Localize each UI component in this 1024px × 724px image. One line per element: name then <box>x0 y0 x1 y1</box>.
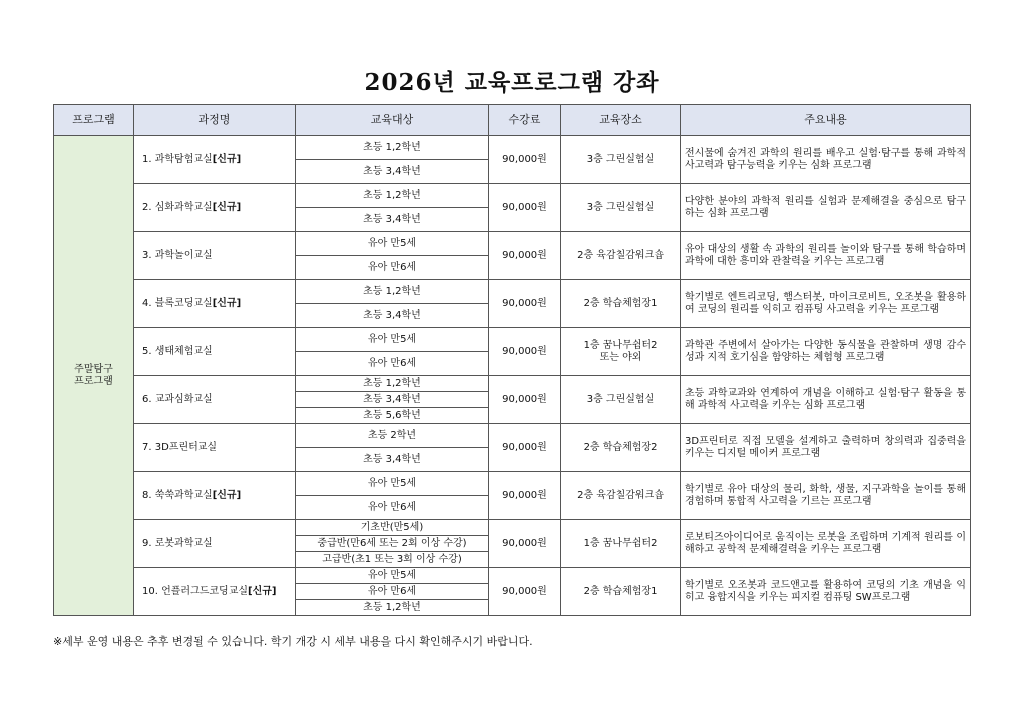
place-cell: 2층 학습체험장2 <box>561 424 681 472</box>
course-name-cell <box>134 328 296 376</box>
target-cell: 유아 만5세 <box>296 472 489 496</box>
course-name: 4. 블록코딩교실 <box>142 297 213 309</box>
header-course: 과정명 <box>134 105 296 136</box>
page-title: 2026년 교육프로그램 강좌 <box>364 69 660 96</box>
description-cell: 학기별로 유아 대상의 물리, 화학, 생물, 지구과학을 놀이를 통해 경험하며 통합적 사고력을 기르는 프로그램 <box>681 472 971 520</box>
target-cell: 유아 만6세 <box>296 256 489 280</box>
target-cell: 초등 1,2학년 <box>296 376 489 392</box>
place-cell: 2층 육감칠감워크숍 <box>561 232 681 280</box>
new-tag: [신규] <box>248 585 277 597</box>
place-cell: 1층 꿈나무쉼터2 또는 야외 <box>561 328 681 376</box>
new-tag: [신규] <box>212 201 242 213</box>
place-cell: 2층 학습체험장1 <box>561 568 681 616</box>
course-name: 1. 과학탐험교실 <box>142 153 213 165</box>
course-name: 6. 교과심화교실 <box>142 393 213 405</box>
target-cell: 유아 만6세 <box>296 496 489 520</box>
target-cell: 초등 3,4학년 <box>296 304 489 328</box>
description-cell: 다양한 분야의 과학적 원리를 실험과 문제해결을 중심으로 탐구하는 심화 프로그램 <box>681 184 971 232</box>
new-tag: [신규] <box>212 489 242 501</box>
course-name: 5. 생태체험교실 <box>142 345 213 357</box>
new-tag: [신규] <box>212 297 242 309</box>
course-name-cell <box>134 232 296 280</box>
table-row <box>54 136 971 160</box>
header-fee: 수강료 <box>489 105 561 136</box>
target-cell: 초등 5,6학년 <box>296 408 489 424</box>
fee-cell: 90,000원 <box>489 376 561 424</box>
target-cell: 고급반(초1 또는 3회 이상 수강) <box>296 552 489 568</box>
fee-cell: 90,000원 <box>489 520 561 568</box>
target-cell: 초등 3,4학년 <box>296 208 489 232</box>
course-name: 3. 과학놀이교실 <box>142 249 213 261</box>
header-place: 교육장소 <box>561 105 681 136</box>
course-name-cell <box>134 376 296 424</box>
target-cell: 유아 만5세 <box>296 328 489 352</box>
target-cell: 기초반(만5세) <box>296 520 489 536</box>
course-name-cell <box>134 136 296 184</box>
target-cell: 초등 1,2학년 <box>296 600 489 616</box>
description-cell: 로보티즈아이디어로 움직이는 로봇을 조립하며 기계적 원리를 이해하고 공학적 문제해결력을 키우는 프로그램 <box>681 520 971 568</box>
target-cell: 초등 3,4학년 <box>296 448 489 472</box>
place-cell: 2층 육감칠감워크숍 <box>561 472 681 520</box>
description-cell: 유아 대상의 생활 속 과학의 원리를 놀이와 탐구를 통해 학습하며 과학에 대한 흥미와 관찰력을 키우는 프로그램 <box>681 232 971 280</box>
fee-cell: 90,000원 <box>489 136 561 184</box>
table-row <box>54 232 971 256</box>
target-cell: 유아 만5세 <box>296 568 489 584</box>
course-name-cell <box>134 568 296 616</box>
table-row <box>54 472 971 496</box>
footnote: ※세부 운영 내용은 추후 변경될 수 있습니다. 학기 개강 시 세부 내용을 다시 확인해주시기 바랍니다. <box>53 635 533 648</box>
table-row <box>54 328 971 352</box>
target-cell: 초등 1,2학년 <box>296 136 489 160</box>
description-cell: 전시물에 숨겨진 과학의 원리를 배우고 실험·탐구를 통해 과학적 사고력과 탐구능력을 키우는 심화 프로그램 <box>681 136 971 184</box>
course-name-cell <box>134 520 296 568</box>
fee-cell: 90,000원 <box>489 280 561 328</box>
course-name: 10. 언플러그드코딩교실 <box>142 585 249 597</box>
place-cell: 2층 학습체험장1 <box>561 280 681 328</box>
header-content: 주요내용 <box>681 105 971 136</box>
course-name-cell <box>134 472 296 520</box>
fee-cell: 90,000원 <box>489 472 561 520</box>
description-cell: 과학관 주변에서 살아가는 다양한 동식물을 관찰하며 생명 감수성과 지적 호기심을 함양하는 체험형 프로그램 <box>681 328 971 376</box>
fee-cell: 90,000원 <box>489 232 561 280</box>
category-cell: 주말탐구 프로그램 <box>54 136 134 616</box>
fee-cell: 90,000원 <box>489 184 561 232</box>
target-cell: 초등 3,4학년 <box>296 392 489 408</box>
course-name: 9. 로봇과학교실 <box>142 537 213 549</box>
target-cell: 초등 3,4학년 <box>296 160 489 184</box>
target-cell: 초등 1,2학년 <box>296 184 489 208</box>
course-name: 8. 쑥쑥과학교실 <box>142 489 213 501</box>
new-tag: [신규] <box>212 153 242 165</box>
course-name: 2. 심화과학교실 <box>142 201 213 213</box>
target-cell: 유아 만5세 <box>296 232 489 256</box>
description-cell: 3D프린터로 직접 모델을 설계하고 출력하며 창의력과 집중력을 키우는 디지털 메이커 프로그램 <box>681 424 971 472</box>
description-cell: 학기별로 엔트리코딩, 햄스터봇, 마이크로비트, 오조봇을 활용하여 코딩의 원리를 익히고 컴퓨팅 사고력을 키우는 프로그램 <box>681 280 971 328</box>
description-cell: 학기별로 오조봇과 코드앤고를 활용하여 코딩의 기초 개념을 익히고 융합지식을 키우는 피지컬 컴퓨팅 SW프로그램 <box>681 568 971 616</box>
table-header-row <box>54 105 971 136</box>
program-table <box>53 104 971 616</box>
course-name: 7. 3D프린터교실 <box>142 441 218 453</box>
place-cell: 1층 꿈나무쉼터2 <box>561 520 681 568</box>
target-cell: 초등 1,2학년 <box>296 280 489 304</box>
course-name-cell <box>134 184 296 232</box>
target-cell: 초등 2학년 <box>296 424 489 448</box>
table-row <box>54 424 971 448</box>
table-row <box>54 568 971 584</box>
table-row <box>54 280 971 304</box>
table-row <box>54 184 971 208</box>
fee-cell: 90,000원 <box>489 568 561 616</box>
table-row <box>54 520 971 536</box>
place-cell: 3층 그린실험실 <box>561 376 681 424</box>
target-cell: 유아 만6세 <box>296 584 489 600</box>
description-cell: 초등 과학교과와 연계하여 개념을 이해하고 실험·탐구 활동을 통해 과학적 사고력을 키우는 심화 프로그램 <box>681 376 971 424</box>
table-row <box>54 376 971 392</box>
fee-cell: 90,000원 <box>489 424 561 472</box>
target-cell: 유아 만6세 <box>296 352 489 376</box>
target-cell: 중급반(만6세 또는 2회 이상 수강) <box>296 536 489 552</box>
fee-cell: 90,000원 <box>489 328 561 376</box>
header-target: 교육대상 <box>296 105 489 136</box>
header-program: 프로그램 <box>54 105 134 136</box>
course-name-cell <box>134 424 296 472</box>
course-name-cell <box>134 280 296 328</box>
place-cell: 3층 그린실험실 <box>561 136 681 184</box>
place-cell: 3층 그린실험실 <box>561 184 681 232</box>
